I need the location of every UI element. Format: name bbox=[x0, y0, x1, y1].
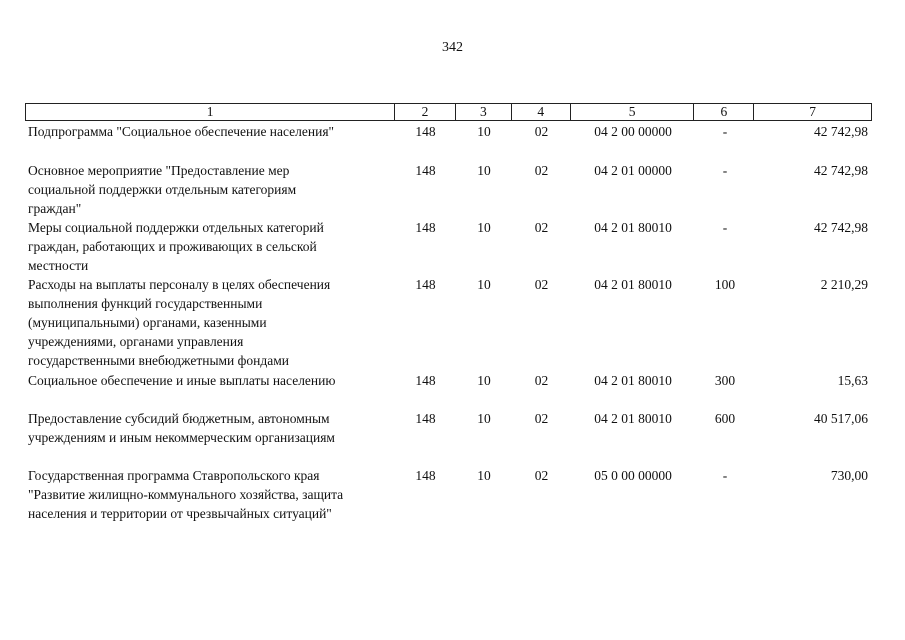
row-col-5: 04 2 00 00000 bbox=[594, 124, 672, 139]
row-col-5: 04 2 01 80010 bbox=[594, 220, 672, 235]
row-col-3: 10 bbox=[477, 277, 491, 292]
row-col-7: 730,00 bbox=[830, 468, 868, 483]
row-name bbox=[25, 275, 395, 370]
row-name-line: государственными внебюджетными фондами bbox=[28, 353, 290, 368]
row-name bbox=[25, 218, 395, 275]
row-col-4: 02 bbox=[534, 468, 549, 483]
row-col-3: 10 bbox=[477, 373, 491, 388]
row-name bbox=[25, 371, 395, 390]
row-col-4: 02 bbox=[534, 411, 549, 426]
row-name-line: социальной поддержки отдельным категориям bbox=[28, 182, 297, 197]
table-row bbox=[25, 275, 872, 370]
row-name-line: Предоставление субсидий бюджетным, автономным bbox=[28, 411, 330, 426]
row-col-3: 10 bbox=[477, 468, 491, 483]
row-col-5: 04 2 01 80010 bbox=[594, 373, 672, 388]
header-col-3: 3 bbox=[456, 104, 512, 120]
row-name-line: (муниципальными) органами, казенными bbox=[28, 315, 267, 330]
row-col-2: 148 bbox=[415, 163, 436, 178]
row-col-6: - bbox=[722, 163, 728, 178]
row-name-line: Государственная программа Ставропольского края bbox=[28, 468, 320, 483]
row-name-line: Социальное обеспечение и иные выплаты населению bbox=[28, 373, 336, 388]
table-row bbox=[25, 466, 872, 523]
header-col-4: 4 bbox=[512, 104, 571, 120]
row-name bbox=[25, 466, 395, 523]
table-header bbox=[25, 103, 872, 121]
row-col-2: 148 bbox=[415, 411, 436, 426]
row-col-3: 10 bbox=[477, 163, 491, 178]
table-row bbox=[25, 161, 872, 218]
table-row bbox=[25, 409, 872, 447]
row-name-line: выполнения функций государственными bbox=[28, 296, 263, 311]
header-col-5: 5 bbox=[571, 104, 695, 120]
row-col-4: 02 bbox=[534, 163, 549, 178]
row-col-5: 04 2 01 00000 bbox=[594, 163, 672, 178]
row-name bbox=[25, 409, 395, 447]
row-col-2: 148 bbox=[415, 277, 436, 292]
row-name bbox=[25, 122, 395, 141]
row-col-2: 148 bbox=[415, 373, 436, 388]
row-col-4: 02 bbox=[534, 124, 549, 139]
row-col-6: - bbox=[722, 468, 728, 483]
page-number: 342 bbox=[442, 40, 463, 55]
row-name-line: граждан, работающих и проживающих в сельской bbox=[28, 239, 317, 254]
row-col-4: 02 bbox=[534, 277, 549, 292]
row-col-7: 40 517,06 bbox=[814, 411, 868, 426]
row-col-7: 15,63 bbox=[837, 373, 868, 388]
table-row bbox=[25, 371, 872, 390]
row-name-line: Подпрограмма "Социальное обеспечение населения" bbox=[28, 124, 335, 139]
row-col-3: 10 bbox=[477, 220, 491, 235]
row-name bbox=[25, 161, 395, 218]
row-col-6: - bbox=[722, 124, 728, 139]
row-name-line: местности bbox=[28, 258, 89, 273]
table-row bbox=[25, 122, 872, 141]
row-name-line: Основное мероприятие "Предоставление мер bbox=[28, 163, 290, 178]
row-col-2: 148 bbox=[415, 220, 436, 235]
row-name-line: Меры социальной поддержки отдельных категорий bbox=[28, 220, 324, 235]
row-col-7: 2 210,29 bbox=[820, 277, 868, 292]
row-name-line: учреждениям и иным некоммерческим организациям bbox=[28, 430, 335, 445]
row-name-line: населения и территории от чрезвычайных ситуаций" bbox=[28, 506, 332, 521]
row-col-2: 148 bbox=[415, 468, 436, 483]
row-col-5: 04 2 01 80010 bbox=[594, 411, 672, 426]
row-col-7: 42 742,98 bbox=[814, 124, 868, 139]
row-name-line: граждан" bbox=[28, 201, 82, 216]
header-col-1: 1 bbox=[26, 104, 395, 120]
row-col-6: 300 bbox=[714, 373, 736, 388]
row-col-4: 02 bbox=[534, 373, 549, 388]
row-col-6: 600 bbox=[714, 411, 736, 426]
table-row bbox=[25, 218, 872, 275]
row-col-6: 100 bbox=[714, 277, 736, 292]
row-col-7: 42 742,98 bbox=[814, 220, 868, 235]
row-name-line: учреждениями, органами управления bbox=[28, 334, 244, 349]
row-col-7: 42 742,98 bbox=[814, 163, 868, 178]
row-col-5: 05 0 00 00000 bbox=[594, 468, 672, 483]
header-col-7: 7 bbox=[809, 104, 817, 119]
row-col-5: 04 2 01 80010 bbox=[594, 277, 672, 292]
row-col-6: - bbox=[722, 220, 728, 235]
row-name-line: Расходы на выплаты персоналу в целях обеспечения bbox=[28, 277, 331, 292]
header-col-2: 2 bbox=[395, 104, 456, 120]
row-col-4: 02 bbox=[534, 220, 549, 235]
row-name-line: "Развитие жилищно-коммунального хозяйства, защита bbox=[28, 487, 344, 502]
row-col-3: 10 bbox=[477, 124, 491, 139]
row-col-3: 10 bbox=[477, 411, 491, 426]
header-col-6: 6 bbox=[694, 104, 754, 120]
row-col-2: 148 bbox=[415, 124, 436, 139]
